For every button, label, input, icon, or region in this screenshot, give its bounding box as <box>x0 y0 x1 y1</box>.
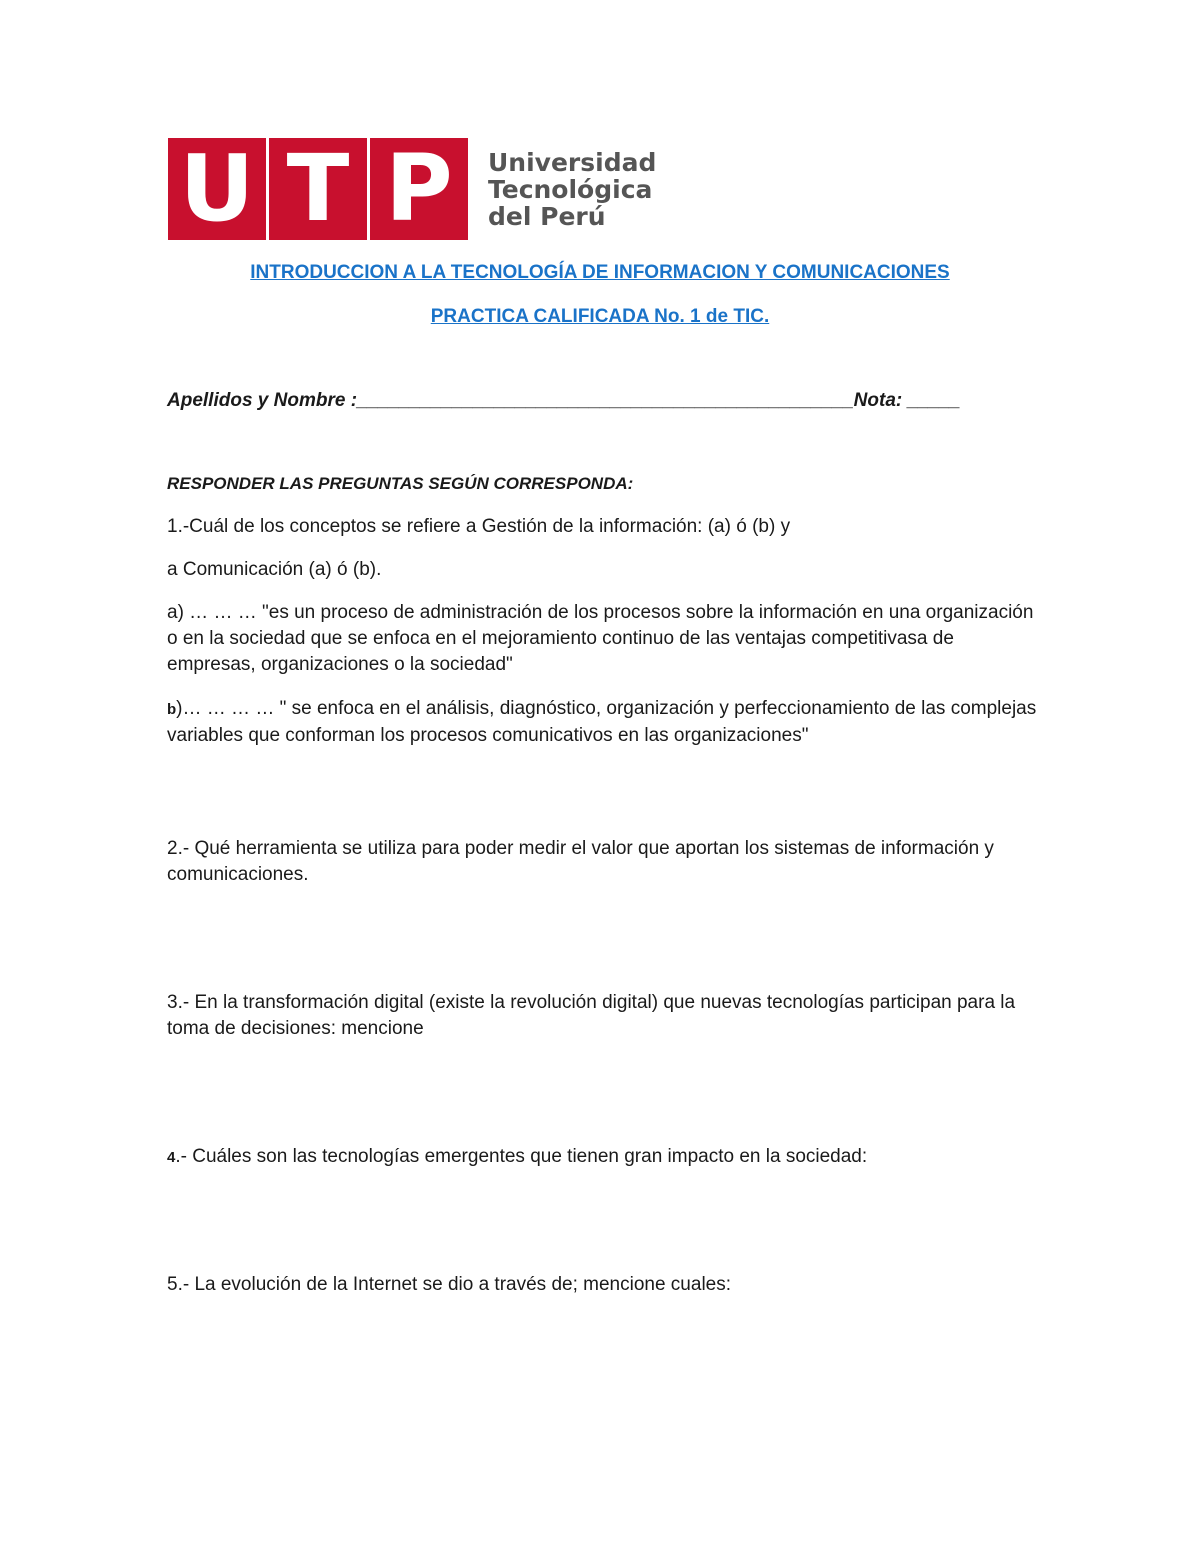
question-1-option-a: a) … … … "es un proceso de administración de los procesos sobre la información en una organización o en la sociedad que se enfoca en el mejoramiento continuo de las ventajas competitivasa de empresas, organizaciones o la sociedad" <box>167 602 1034 675</box>
question-4 <box>167 1144 1037 1171</box>
option-b-text: )… … … … " se enfoca en el análisis, diagnóstico, organización y perfeccionamiento de las complejas variables que conforman los procesos comunicativos en las organizaciones" <box>167 698 1037 746</box>
question-5: 5.- La evolución de la Internet se dio a través de; mencione cuales: <box>167 1274 732 1295</box>
question-2: 2.- Qué herramienta se utiliza para poder medir el valor que aportan los sistemas de información y comunicaciones. <box>167 838 994 885</box>
exam-title: PRACTICA CALIFICADA No. 1 de TIC. <box>430 306 770 327</box>
question-1-option-b <box>167 696 1037 749</box>
question-4-number: 4 <box>167 1149 176 1166</box>
question-3: 3.- En la transformación digital (existe la revolución digital) que nuevas tecnologías participan para la toma de decisiones: mencione <box>167 992 1016 1039</box>
question-1-line-1: 1.-Cuál de los conceptos se refiere a Gestión de la información: (a) ó (b) y <box>167 516 791 537</box>
logo-text-line: Universidad <box>488 147 657 177</box>
option-b-letter: b <box>167 701 177 718</box>
question-4-text: .- Cuáles son las tecnologías emergentes que tienen gran impacto en la sociedad: <box>175 1146 868 1167</box>
logo-letter-p: P <box>385 135 453 242</box>
logo-letter-t: T <box>286 135 350 242</box>
instructions-heading: RESPONDER LAS PREGUNTAS SEGÚN CORRESPONDA: <box>167 474 634 493</box>
course-title: INTRODUCCION A LA TECNOLOGÍA DE INFORMACION Y COMUNICACIONES <box>250 262 950 283</box>
logo-letter-u: U <box>179 135 255 242</box>
student-name-line: Apellidos y Nombre :_______________________________________________Nota: _____ <box>167 390 961 411</box>
logo-text-line: del Perú <box>488 201 606 231</box>
question-1-line-2: a Comunicación (a) ó (b). <box>167 559 382 580</box>
logo-text-line: Tecnológica <box>488 174 653 204</box>
utp-logo <box>168 135 657 242</box>
logo-wordmark <box>488 149 656 230</box>
utp-logo-mark <box>168 135 468 242</box>
